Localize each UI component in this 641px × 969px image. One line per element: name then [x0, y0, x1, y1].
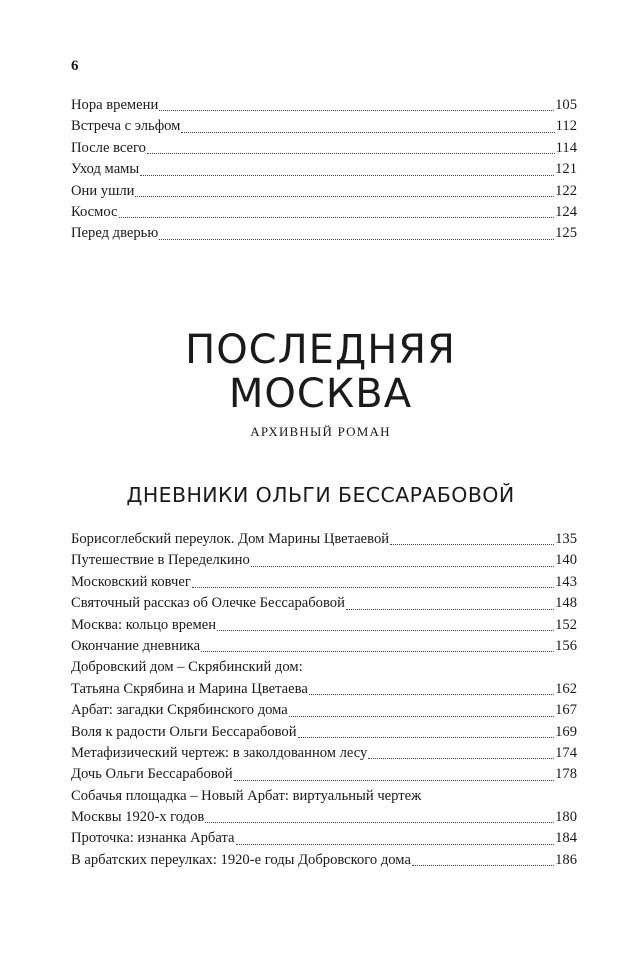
page-number: 6 [71, 58, 79, 74]
toc-dot-leader [309, 694, 554, 695]
toc-dot-leader [205, 822, 554, 823]
toc-bottom [71, 529, 577, 871]
toc-entry [71, 181, 577, 202]
book-subtitle: АРХИВНЫЙ РОМАН [250, 424, 391, 439]
toc-entry [71, 743, 577, 764]
section-heading: ДНЕВНИКИ ОЛЬГИ БЕССАРАБОВОЙ [126, 483, 515, 507]
toc-entry [71, 700, 577, 721]
toc-entry-page: 184 [555, 830, 577, 847]
toc-entry [71, 722, 577, 743]
toc-entry-page: 112 [555, 118, 577, 135]
toc-entry-title: Борисоглебский переулок. Дом Марины Цветаевой [71, 531, 390, 547]
toc-entry-title: Святочный рассказ об Олечке Бессарабовой [71, 595, 345, 612]
toc-entry [71, 572, 577, 593]
toc-entry-page: 167 [555, 702, 577, 719]
toc-entry-title: Воля к радости Ольги Бессарабовой [71, 723, 297, 740]
book-title [0, 328, 641, 416]
toc-entry-title: Арбат: загадки Скрябинского дома [71, 702, 288, 719]
toc-entry-page: 152 [555, 616, 577, 633]
toc-top [71, 95, 577, 245]
toc-entry-title: Собачья площадка – Новый Арбат: виртуальный чертеж [71, 787, 422, 804]
toc-entry [71, 529, 577, 550]
toc-entry [71, 159, 577, 180]
toc-entry-page: 125 [555, 225, 577, 242]
toc-entry-page: 143 [555, 573, 577, 590]
toc-entry-title: Москва: кольцо времен [71, 616, 217, 633]
toc-entry-page: 178 [555, 766, 577, 783]
toc-dot-leader [346, 609, 554, 610]
toc-entry [71, 679, 577, 700]
toc-dot-leader [289, 716, 554, 717]
toc-entry-title: Проточка: изнанка Арбата [71, 830, 235, 847]
toc-entry [71, 657, 577, 678]
toc-dot-leader [181, 132, 554, 133]
toc-dot-leader [140, 175, 554, 176]
toc-entry [71, 828, 577, 849]
toc-entry-title: Космос [71, 203, 118, 220]
toc-entry [71, 138, 577, 159]
toc-dot-leader [159, 110, 554, 111]
toc-entry-title: Они ушли [71, 182, 135, 199]
toc-dot-leader [119, 217, 555, 218]
toc-entry-page: 121 [555, 161, 577, 178]
toc-entry-page: 162 [555, 680, 577, 697]
toc-entry [71, 593, 577, 614]
toc-dot-leader [236, 844, 555, 845]
toc-entry-title: Путешествие в Переделкино [71, 552, 250, 569]
toc-entry-title: Перед дверью [71, 225, 159, 242]
toc-entry [71, 223, 577, 244]
toc-entry [71, 786, 577, 807]
toc-entry [71, 615, 577, 636]
toc-dot-leader [390, 544, 554, 545]
toc-dot-leader [368, 758, 554, 759]
toc-entry-title: Метафизический чертеж: в заколдованном лесу [71, 744, 368, 761]
toc-entry-page: 169 [555, 723, 577, 740]
toc-entry-title: Нора времени [71, 97, 159, 113]
toc-dot-leader [298, 737, 555, 738]
toc-entry-page: 156 [555, 637, 577, 654]
toc-entry-page: 180 [555, 809, 577, 826]
toc-dot-leader [135, 196, 554, 197]
toc-entry-page: 186 [555, 851, 577, 868]
toc-entry [71, 95, 577, 116]
toc-entry-page: 105 [555, 97, 577, 113]
toc-dot-leader [201, 651, 554, 652]
toc-entry-title: Окончание дневника [71, 637, 201, 654]
toc-dot-leader [251, 566, 554, 567]
toc-entry [71, 550, 577, 571]
toc-dot-leader [412, 865, 554, 866]
toc-entry-title: Московский ковчег [71, 573, 191, 590]
toc-entry-title: После всего [71, 139, 146, 156]
toc-entry [71, 764, 577, 785]
toc-entry-page: 122 [555, 182, 577, 199]
toc-entry [71, 850, 577, 871]
toc-entry-page: 148 [555, 595, 577, 612]
toc-dot-leader [159, 239, 554, 240]
toc-dot-leader [147, 153, 555, 154]
toc-entry [71, 636, 577, 657]
toc-entry-title: Добровский дом – Скрябинский дом: [71, 659, 303, 676]
book-title-line-1: ПОСЛЕДНЯЯ [185, 327, 456, 373]
toc-entry-title: Встреча с эльфом [71, 118, 181, 135]
toc-dot-leader [192, 587, 554, 588]
toc-entry-page: 135 [555, 531, 577, 547]
toc-entry-title: Уход мамы [71, 161, 140, 178]
toc-entry-page: 124 [555, 203, 577, 220]
toc-entry [71, 807, 577, 828]
toc-entry-page: 174 [555, 744, 577, 761]
toc-entry-page: 140 [555, 552, 577, 569]
toc-entry-title: Москвы 1920-х годов [71, 809, 205, 826]
toc-dot-leader [234, 780, 554, 781]
toc-entry-title: Татьяна Скрябина и Марина Цветаева [71, 680, 308, 697]
toc-entry [71, 116, 577, 137]
toc-entry-title: Дочь Ольги Бессарабовой [71, 766, 233, 783]
toc-dot-leader [217, 630, 554, 631]
toc-entry-page: 114 [555, 139, 577, 156]
book-title-line-2: МОСКВА [228, 371, 413, 417]
toc-entry-title: В арбатских переулках: 1920-е годы Добровского дома [71, 851, 411, 868]
toc-entry [71, 202, 577, 223]
